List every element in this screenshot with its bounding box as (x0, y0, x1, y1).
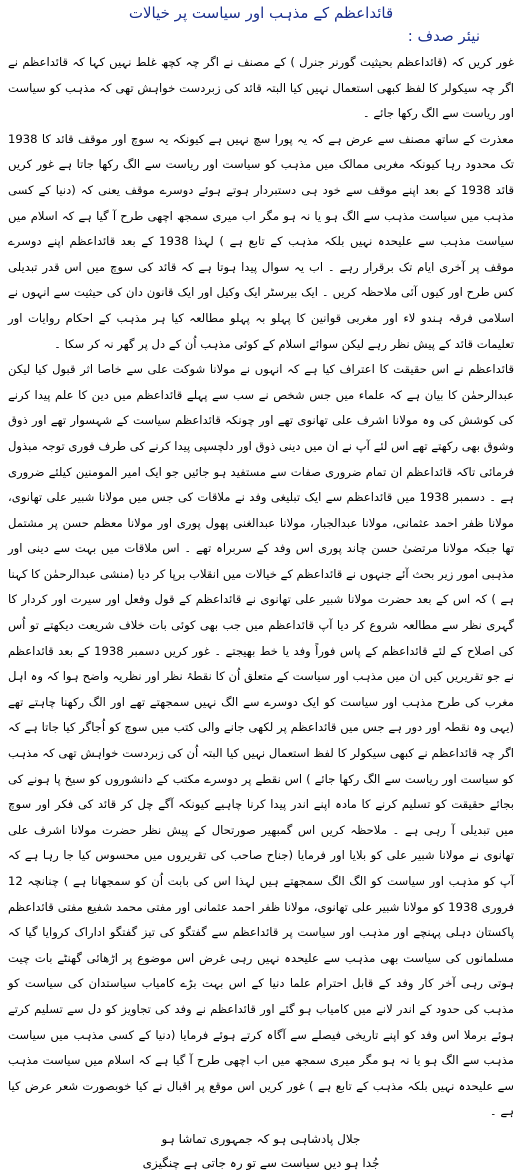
couplet-line-2: جُدا ہو دیں سیاست سے تو رہ جاتی ہے چنگیزی (142, 1155, 380, 1170)
paragraph-1: غور کریں کہ (قائداعظم بحیثیت گورنر جنرل ) کے مصنف نے اگر چہ کچھ غلط نہیں کہا کہ قائداعظم نے اگر چہ سیکولر کا لفظ کبھی استعمال نہیں کیا البتہ قائد کی زبردست خواہش تھی کہ مذہب کو سیاست اور ریاست سے الگ رکھا جائے ۔ (8, 55, 514, 121)
author-name: نیئر صدف : (407, 27, 480, 45)
article-body (8, 50, 514, 1125)
paragraph-3: قائداعظم نے اس حقیقت کا اعتراف کیا ہے کہ انہوں نے مولانا شوکت علی سے خاصا اثر قبول کیا لیکن عبدالرحمٰن کا بیان ہے کہ علماء میں جس شخص نے سب سے پہلے قائداعظم میں دین کا علم پیدا کرنے کی کوشش کی وہ مولانا اشرف علی تھانوی تھے اور چونکہ قائداعظم سیاست کے شہسوار تھے اور ذوق وشوق بھی رکھتے تھے اس لئے آپ نے ان میں دینی ذوق اور دلچسپی پیدا کرنے کی طرف فوری توجہ مبذول فرمائی تاکہ قائداعظم ان تمام ضروری صفات سے مستفید ہو جائیں جو ایک امیر المومنین کیلئے ضروری ہے ۔ دسمبر 1938 میں قائداعظم سے ایک تبلیغی وفد نے ملاقات کی جس میں مولانا شبیر علی تھانوی، مولانا ظفر احمد عثمانی، مولانا عبدالجبار، مولانا عبدالغنی پھول پوری اور مولانا معظم حسن پر مشتمل تھا جبکہ مولانا مرتضیٰ حسن چاند پوری اس وفد کے سربراہ تھے ۔ اس ملاقات میں بہت سے دینی اور مذہبی امور زیر بحث آئے جنہوں نے قائداعظم کے خیالات میں انقلاب برپا کر دیا (منشی عبدالرحمٰن کا کہنا ہے ) کہ اس کے بعد حضرت مولانا شبیر علی تھانوی نے قائداعظم کے قول وفعل اور سیرت اور کردار کا گہری نظر سے مطالعہ شروع کر دیا آپ قائداعظم میں جب بھی کوئی بات خلاف شریعت دیکھتے تو اُس کی اصلاح کے لئے قائداعظم کے پاس فوراً وفد یا خط بھیجتے ۔ غور کریں دسمبر 1938 کے بعد قائداعظم نے جو تقریریں کیں ان میں مذہب اور سیاست کے متعلق اُن کا نقطۂ نظر اور نظریہ واضح ہوا کہ وہ اہل مغرب کی طرح مذہب اور سیاست کو ایک دوسرے سے الگ نہیں سمجھتے تھے اور الگ رکھنا چاہتے تھے (یہی وہ نقطہ اور دور ہے جس میں قائداعظم پر لکھی جانے والی کتب میں سوچ کو اُجاگر کیا جاتا ہے کہ اگر چہ قائداعظم نے کبھی سیکولر کا لفظ استعمال نہیں کیا البتہ اُن کی زبردست خواہش تھی کہ مذہب کو سیاست اور ریاست سے الگ رکھا جائے ) اس نقطے پر دوسرے مکتب کے دانشوروں کو سیخ پا ہونے کی بجائے حقیقت کو تسلیم کرنے کا مادہ اپنے اندر پیدا کرنا چاہیے کیونکہ آگے چل کر قائد کی فکر اور سوچ میں تبدیلی آ رہی ہے ۔ ملاحظہ کریں اس گمبھیر صورتحال کے پیش نظر حضرت مولانا اشرف علی تھانوی نے مولانا شبیر علی کو بلایا اور فرمایا (جناح صاحب کی تقریروں میں محسوس کیا جا رہا ہے کہ آپ کو مذہب اور سیاست کو الگ الگ سمجھتے ہیں لہذا اس کی بابت اُن کو سمجھانا ہے ) چنانچہ 12 فروری 1938 کو مولانا شبیر علی تھانوی، مولانا ظفر احمد عثمانی اور مفتی محمد شفیع مفتی قائداعظم پاکستان دہلی پہنچے اور مذہب اور سیاست پر قائداعظم سے گفتگو کی تیز گفتگو اداراک کروایا گیا کہ مسلمانوں کی سیاست بھی مذہب سے علیحدہ نہیں رہی غرض اس موضوع پر اڑھائی گھنٹے بات چیت ہوتی رہی آخر کار وفد کے قابل احترام علما دنیا کے اس بہت بڑے کامیاب سیاستدان کی سیاست کو مذہب کی حدود کے اندر لانے میں کامیاب ہو گئے اور قائداعظم نے وفد کی تجاویز کو دل سے تسلیم کرتے ہوئے برملا اس وفد کو اپنے تاریخی فیصلے سے آگاہ کرتے ہوئے فرمایا (دنیا کے کسی مذہب میں سیاست مذہب سے الگ ہو یا نہ ہو مگر میری سمجھ میں اب اچھی طرح آ گیا ہے کہ اسلام میں سیاست مذہب سے علیحدہ نہیں بلکہ مذہب کے تابع ہے ) غور کریں اس موقع پر اقبال نے کیا خوبصورت شعر عرض کیا ہے ۔ (8, 362, 514, 1119)
poetry-couplet (8, 1127, 514, 1175)
article-title: قائداعظم کے مذہب اور سیاست پر خیالات (128, 4, 394, 22)
couplet-line-1: جلال پادشاہی ہو کہ جمہوری تماشا ہو (161, 1131, 361, 1146)
paragraph-2: معذرت کے ساتھ مصنف سے عرض ہے کہ یہ پورا سچ نہیں ہے کیونکہ یہ سوچ اور موقف قائد کا 1938 تک محدود رہا کیونکہ مغربی ممالک میں مذہب کو سیاست اور ریاست سے الگ رکھا جاتا ہے غور کریں قائد 1938 کے بعد اپنے موقف سے خود ہی دستبردار ہوتے ہوئے دوسرے موقف یعنی کہ (دنیا کے کسی مذہب میں سیاست مذہب سے الگ ہو یا نہ ہو مگر اب میری سمجھ اچھی طرح آ گیا ہے کہ اسلام میں سیاست مذہب سے علیحدہ نہیں بلکہ مذہب کے تابع ہے ) لہذا 1938 کے بعد قائداعظم اپنے دوسرے موقف پر آخری ایام تک برقرار رہے ۔ اب یہ سوال پیدا ہوتا ہے کہ قائد کی سوچ میں اس قدر تبدیلی کس طرح اور کیوں آئی ملاحظہ کریں ۔ ایک بیرسٹر ایک وکیل اور ایک قانون دان کی حیثیت سے انہوں نے اسلامی فرقہ ہندو لاء اور مغربی قوانین کا پہلو بہ پہلو مطالعہ کیا ہر مذہب کے احکام روایات اور تعلیمات قائد کے پیش نظر رہے لیکن سوائے اسلام کے کوئی مذہب اُن کے دل پر گھر نہ کر سکا ۔ (8, 131, 514, 351)
